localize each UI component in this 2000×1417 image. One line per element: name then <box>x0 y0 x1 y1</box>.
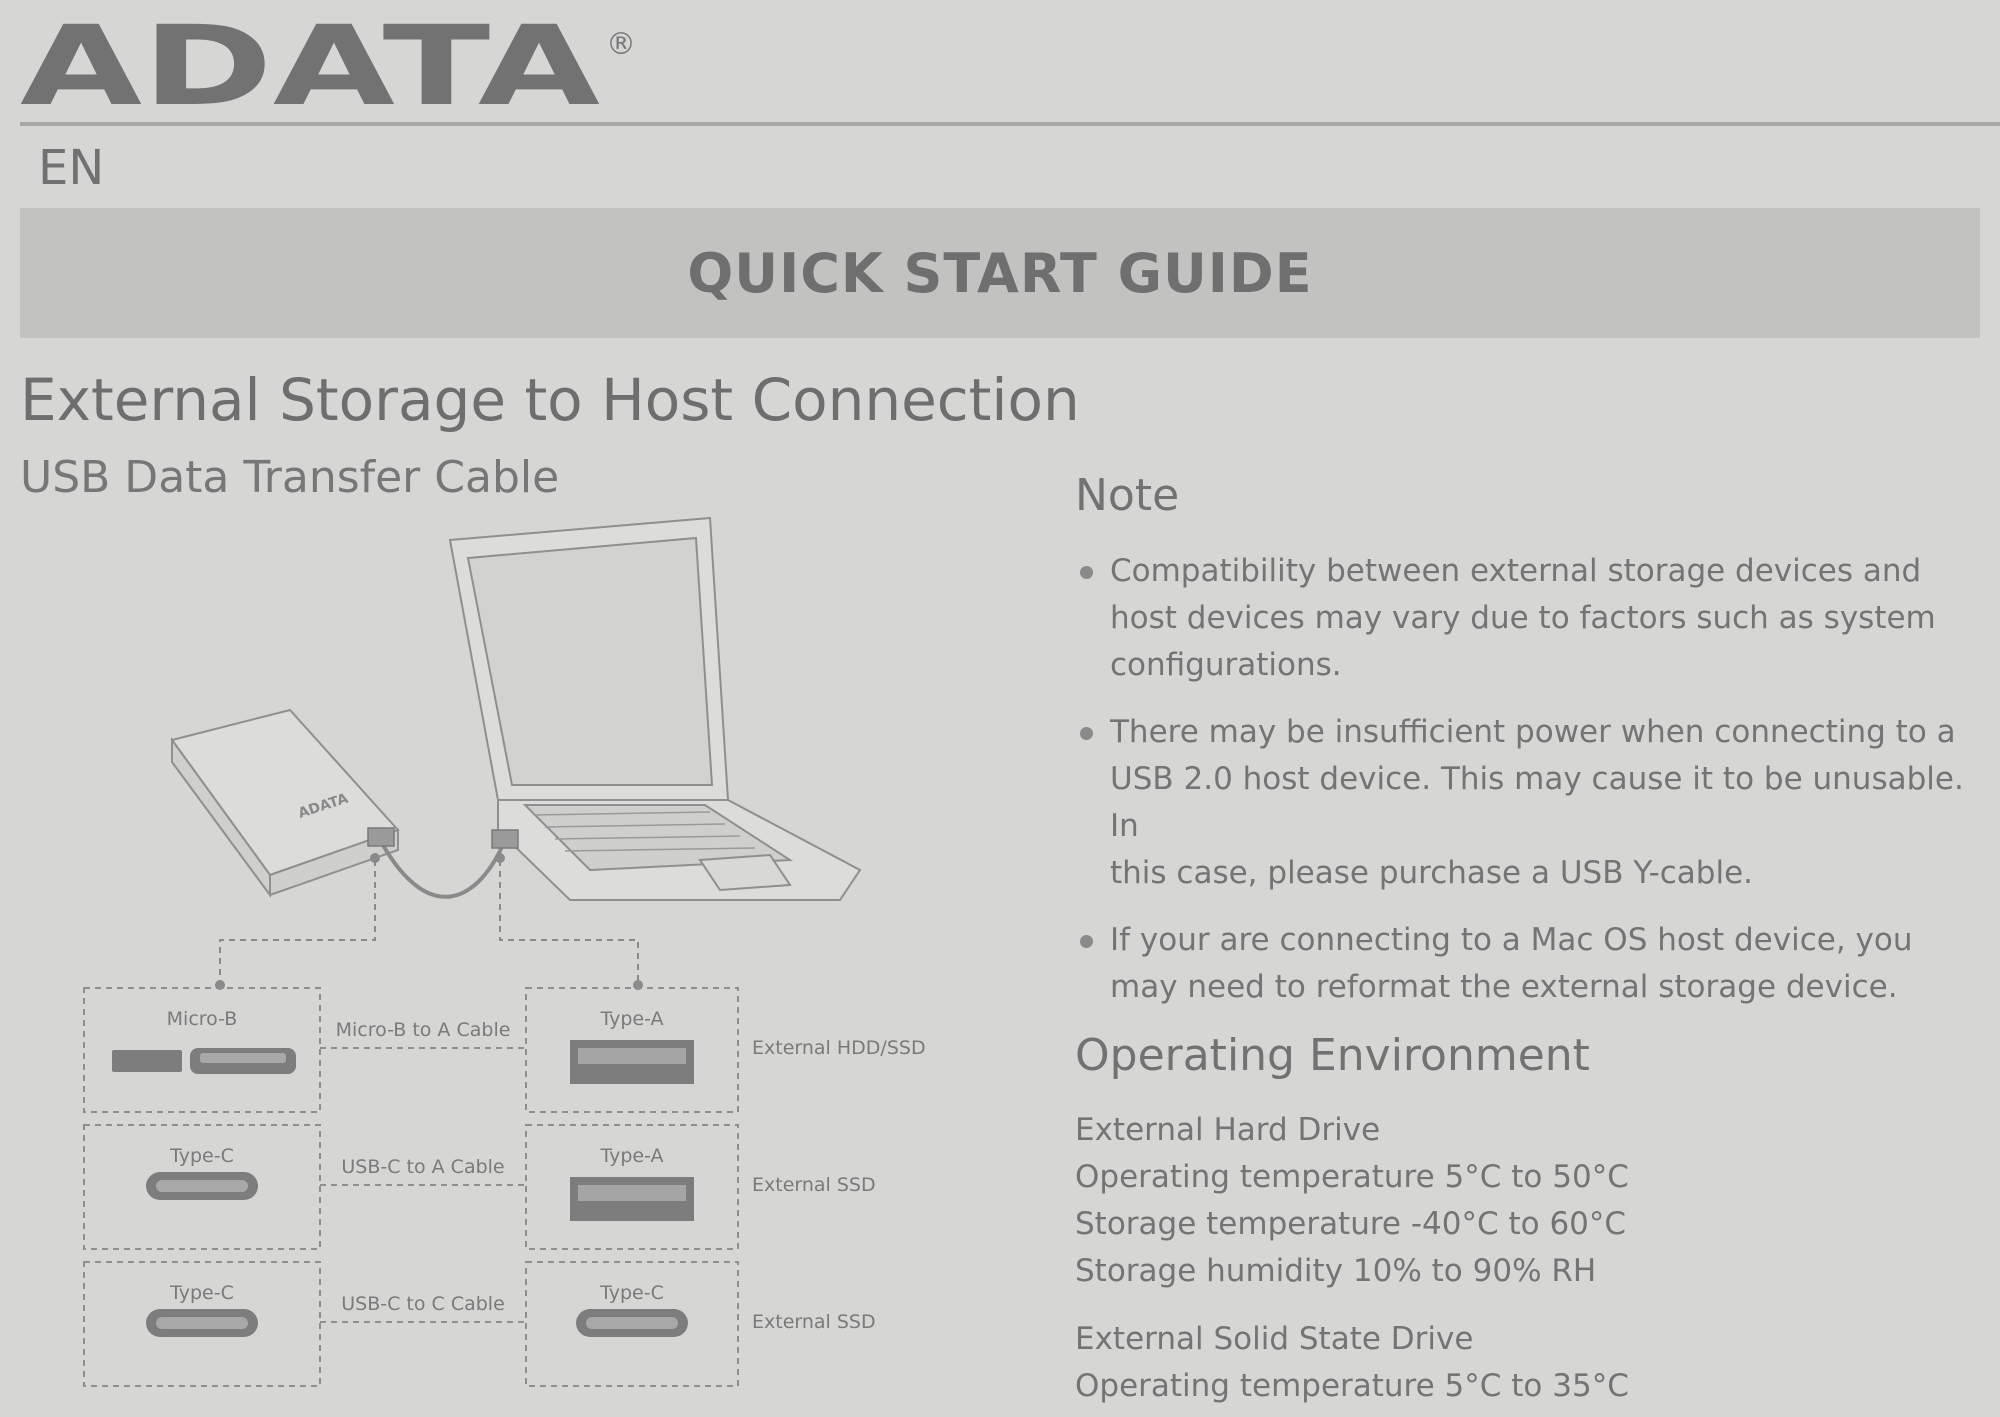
language-code: EN <box>38 140 105 196</box>
note-item: If your are connecting to a Mac OS host device, you may need to reformat the external storage device. <box>1080 917 1980 1011</box>
note-list <box>1080 548 1980 1031</box>
header-rule <box>20 122 2000 126</box>
right-port-label-2: Type-A <box>600 1145 664 1167</box>
title-banner <box>20 208 1980 338</box>
cable-label-3: USB-C to C Cable <box>341 1293 505 1315</box>
left-port-label-2: Type-C <box>170 1145 234 1167</box>
hdd-specs <box>1075 1107 1629 1295</box>
cable-label-2: USB-C to A Cable <box>341 1156 505 1178</box>
bullet-icon <box>1080 727 1093 740</box>
connection-diagram <box>60 500 980 1400</box>
bullet-icon <box>1080 566 1093 579</box>
hdd-storage-humidity: Storage humidity 10% to 90% RH <box>1075 1253 1597 1289</box>
device-label-2: External SSD <box>752 1174 876 1196</box>
ssd-specs <box>1075 1316 1629 1410</box>
hdd-storage-temp: Storage temperature -40°C to 60°C <box>1075 1206 1627 1242</box>
banner-title: QUICK START GUIDE <box>687 241 1313 305</box>
type-c-port-icon <box>146 1309 258 1337</box>
drive-illustration <box>172 710 398 895</box>
section-subtitle: USB Data Transfer Cable <box>20 452 560 503</box>
adata-logo <box>20 14 640 114</box>
drive-logo-text: ADATA <box>296 790 351 822</box>
bullet-icon <box>1080 935 1093 948</box>
type-c-port-icon <box>146 1172 258 1200</box>
right-port-label-1: Type-A <box>600 1008 664 1030</box>
type-a-port-icon <box>570 1177 694 1221</box>
registered-mark: ® <box>606 27 636 62</box>
left-port-label-3: Type-C <box>170 1282 234 1304</box>
device-label-3: External SSD <box>752 1311 876 1333</box>
hdd-title: External Hard Drive <box>1075 1112 1381 1148</box>
note-item: Compatibility between external storage devices and host devices may vary due to factors such as system configurations. <box>1080 548 1980 689</box>
section-title: External Storage to Host Connection <box>20 366 1080 434</box>
cable-label-1: Micro-B to A Cable <box>335 1019 511 1041</box>
type-a-port-icon <box>570 1040 694 1084</box>
logo-text: ADATA <box>20 14 600 114</box>
hdd-operating-temp: Operating temperature 5°C to 50°C <box>1075 1159 1629 1195</box>
type-c-port-icon <box>576 1309 688 1337</box>
environment-heading: Operating Environment <box>1075 1030 1590 1081</box>
note-item: There may be insufficient power when connecting to a USB 2.0 host device. This may cause it to be unusable. In this case, please purchase a USB Y-cable. <box>1080 709 1980 897</box>
note-heading: Note <box>1075 470 1180 521</box>
ssd-operating-temp: Operating temperature 5°C to 35°C <box>1075 1368 1629 1404</box>
ssd-title: External Solid State Drive <box>1075 1321 1474 1357</box>
left-port-label-1: Micro-B <box>166 1008 238 1030</box>
right-port-label-3: Type-C <box>600 1282 664 1304</box>
micro-b-port-icon <box>112 1048 296 1074</box>
device-label-1: External HDD/SSD <box>752 1037 926 1059</box>
